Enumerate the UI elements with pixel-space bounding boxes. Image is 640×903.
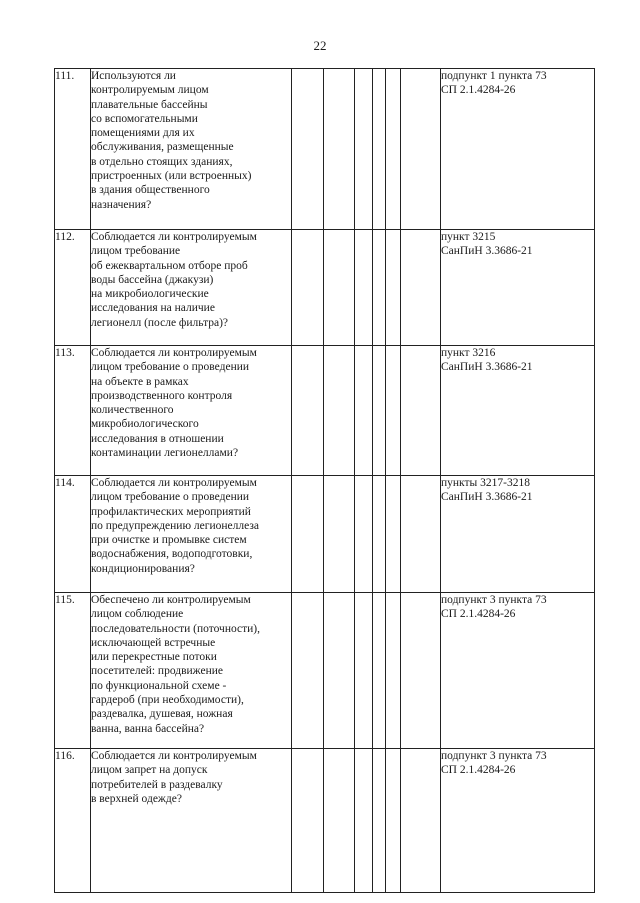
reference-line: СП 2.1.4284-26: [441, 764, 516, 777]
question-line: помещениями для их: [91, 127, 195, 140]
question-line: в здания общественного: [91, 184, 210, 197]
table-row: [55, 346, 595, 476]
question-cell: [91, 346, 292, 476]
question-line: лицом требование о проведении: [91, 361, 250, 374]
question-line: обслуживания, размещенные: [91, 141, 234, 154]
question-line: со вспомогательными: [91, 112, 198, 125]
question-line: кондиционирования?: [91, 562, 195, 575]
answer-cell[interactable]: [386, 476, 401, 593]
table-row: [55, 593, 595, 749]
answer-cell[interactable]: [324, 476, 355, 593]
reference-cell: [441, 749, 595, 893]
answer-cell[interactable]: [292, 69, 324, 230]
reference-line: пункты 3217-3218: [441, 477, 530, 489]
question-line: об ежеквартальном отборе проб: [91, 259, 248, 272]
reference-line: пункт 3215: [441, 231, 496, 243]
question-line: лицом запрет на допуск: [91, 764, 208, 777]
answer-cell[interactable]: [401, 476, 441, 593]
row-number: 115.: [55, 593, 91, 749]
question-line: легионелл (после фильтра)?: [91, 316, 229, 329]
question-line: Соблюдается ли контролируемым: [91, 477, 257, 489]
answer-cell[interactable]: [386, 230, 401, 346]
question-line: в верхней одежде?: [91, 792, 182, 805]
question-line: потребителей в раздевалку: [91, 778, 223, 791]
answer-cell[interactable]: [373, 230, 386, 346]
reference-line: подпункт 3 пункта 73: [441, 750, 547, 762]
answer-cell[interactable]: [355, 593, 373, 749]
answer-cell[interactable]: [401, 593, 441, 749]
reference-line: пункт 3216: [441, 347, 496, 359]
answer-cell[interactable]: [355, 69, 373, 230]
answer-cell[interactable]: [292, 749, 324, 893]
row-number: 116.: [55, 749, 91, 893]
question-line: Соблюдается ли контролируемым: [91, 347, 257, 359]
answer-cell[interactable]: [386, 593, 401, 749]
answer-cell[interactable]: [373, 69, 386, 230]
question-line: по предупреждению легионеллеза: [91, 519, 260, 532]
answer-cell[interactable]: [373, 476, 386, 593]
question-line: назначения?: [91, 198, 152, 211]
question-line: последовательности (поточности),: [91, 622, 261, 635]
reference-cell: [441, 69, 595, 230]
answer-cell[interactable]: [386, 69, 401, 230]
answer-cell[interactable]: [386, 346, 401, 476]
answer-cell[interactable]: [324, 593, 355, 749]
question-line: на объекте в рамках: [91, 375, 189, 388]
question-line: Используются ли: [91, 70, 176, 82]
question-line: раздевалка, душевая, ножная: [91, 708, 233, 721]
question-line: при очистке и промывке систем: [91, 534, 247, 547]
question-line: воды бассейна (джакузи): [91, 273, 214, 286]
question-line: исследования на наличие: [91, 302, 215, 315]
question-line: Обеспечено ли контролируемым: [91, 594, 251, 606]
reference-line: СанПиН 3.3686-21: [441, 491, 533, 504]
question-line: или перекрестные потоки: [91, 651, 217, 664]
reference-cell: [441, 230, 595, 346]
question-line: Соблюдается ли контролируемым: [91, 231, 257, 243]
answer-cell[interactable]: [292, 593, 324, 749]
question-line: производственного контроля: [91, 389, 233, 402]
question-line: гардероб (при необходимости),: [91, 694, 244, 707]
question-line: микробиологического: [91, 418, 199, 431]
reference-line: подпункт 1 пункта 73: [441, 70, 547, 82]
question-cell: [91, 69, 292, 230]
reference-line: подпункт 3 пункта 73: [441, 594, 547, 606]
question-line: лицом требование: [91, 245, 181, 258]
answer-cell[interactable]: [292, 476, 324, 593]
question-line: водоснабжения, водоподготовки,: [91, 548, 253, 561]
row-number: 114.: [55, 476, 91, 593]
question-line: в отдельно стоящих зданиях,: [91, 155, 233, 168]
question-line: лицом соблюдение: [91, 608, 184, 621]
answer-cell[interactable]: [324, 346, 355, 476]
answer-cell[interactable]: [355, 346, 373, 476]
reference-cell: [441, 346, 595, 476]
answer-cell[interactable]: [401, 230, 441, 346]
page-number: 22: [313, 38, 327, 53]
answer-cell[interactable]: [355, 476, 373, 593]
question-cell: [91, 749, 292, 893]
row-number: 112.: [55, 230, 91, 346]
question-line: на микробиологические: [91, 288, 209, 301]
question-line: ванна, ванна бассейна?: [91, 722, 205, 735]
answer-cell[interactable]: [401, 69, 441, 230]
reference-line: СП 2.1.4284-26: [441, 608, 516, 621]
answer-cell[interactable]: [324, 749, 355, 893]
question-line: посетителей: продвижение: [91, 665, 223, 678]
answer-cell[interactable]: [324, 69, 355, 230]
question-line: профилактических мероприятий: [91, 505, 251, 518]
answer-cell[interactable]: [373, 749, 386, 893]
question-line: Соблюдается ли контролируемым: [91, 750, 257, 762]
answer-cell[interactable]: [373, 593, 386, 749]
answer-cell[interactable]: [386, 749, 401, 893]
question-line: контролируемым лицом: [91, 84, 209, 97]
question-cell: [91, 476, 292, 593]
answer-cell[interactable]: [401, 749, 441, 893]
question-line: контаминации легионеллами?: [91, 447, 239, 460]
table-row: [55, 69, 595, 230]
table-row: [55, 230, 595, 346]
answer-cell[interactable]: [292, 346, 324, 476]
question-line: пристроенных (или встроенных): [91, 170, 252, 183]
table-row: [55, 749, 595, 893]
answer-cell[interactable]: [401, 346, 441, 476]
answer-cell[interactable]: [292, 230, 324, 346]
reference-line: СП 2.1.4284-26: [441, 84, 516, 97]
reference-cell: [441, 476, 595, 593]
row-number: 113.: [55, 346, 91, 476]
question-line: лицом требование о проведении: [91, 491, 250, 504]
reference-cell: [441, 593, 595, 749]
reference-line: СанПиН 3.3686-21: [441, 245, 533, 258]
question-cell: [91, 593, 292, 749]
question-line: количественного: [91, 404, 174, 417]
answer-cell[interactable]: [324, 230, 355, 346]
question-line: по функциональной схеме -: [91, 679, 227, 692]
answer-cell[interactable]: [355, 230, 373, 346]
question-line: исключающей встречные: [91, 636, 216, 649]
row-number: 111.: [55, 69, 91, 230]
checklist-table: [54, 68, 595, 893]
question-cell: [91, 230, 292, 346]
reference-line: СанПиН 3.3686-21: [441, 361, 533, 374]
answer-cell[interactable]: [355, 749, 373, 893]
table-row: [55, 476, 595, 593]
answer-cell[interactable]: [373, 346, 386, 476]
question-line: плавательные бассейны: [91, 98, 208, 111]
question-line: исследования в отношении: [91, 432, 224, 445]
